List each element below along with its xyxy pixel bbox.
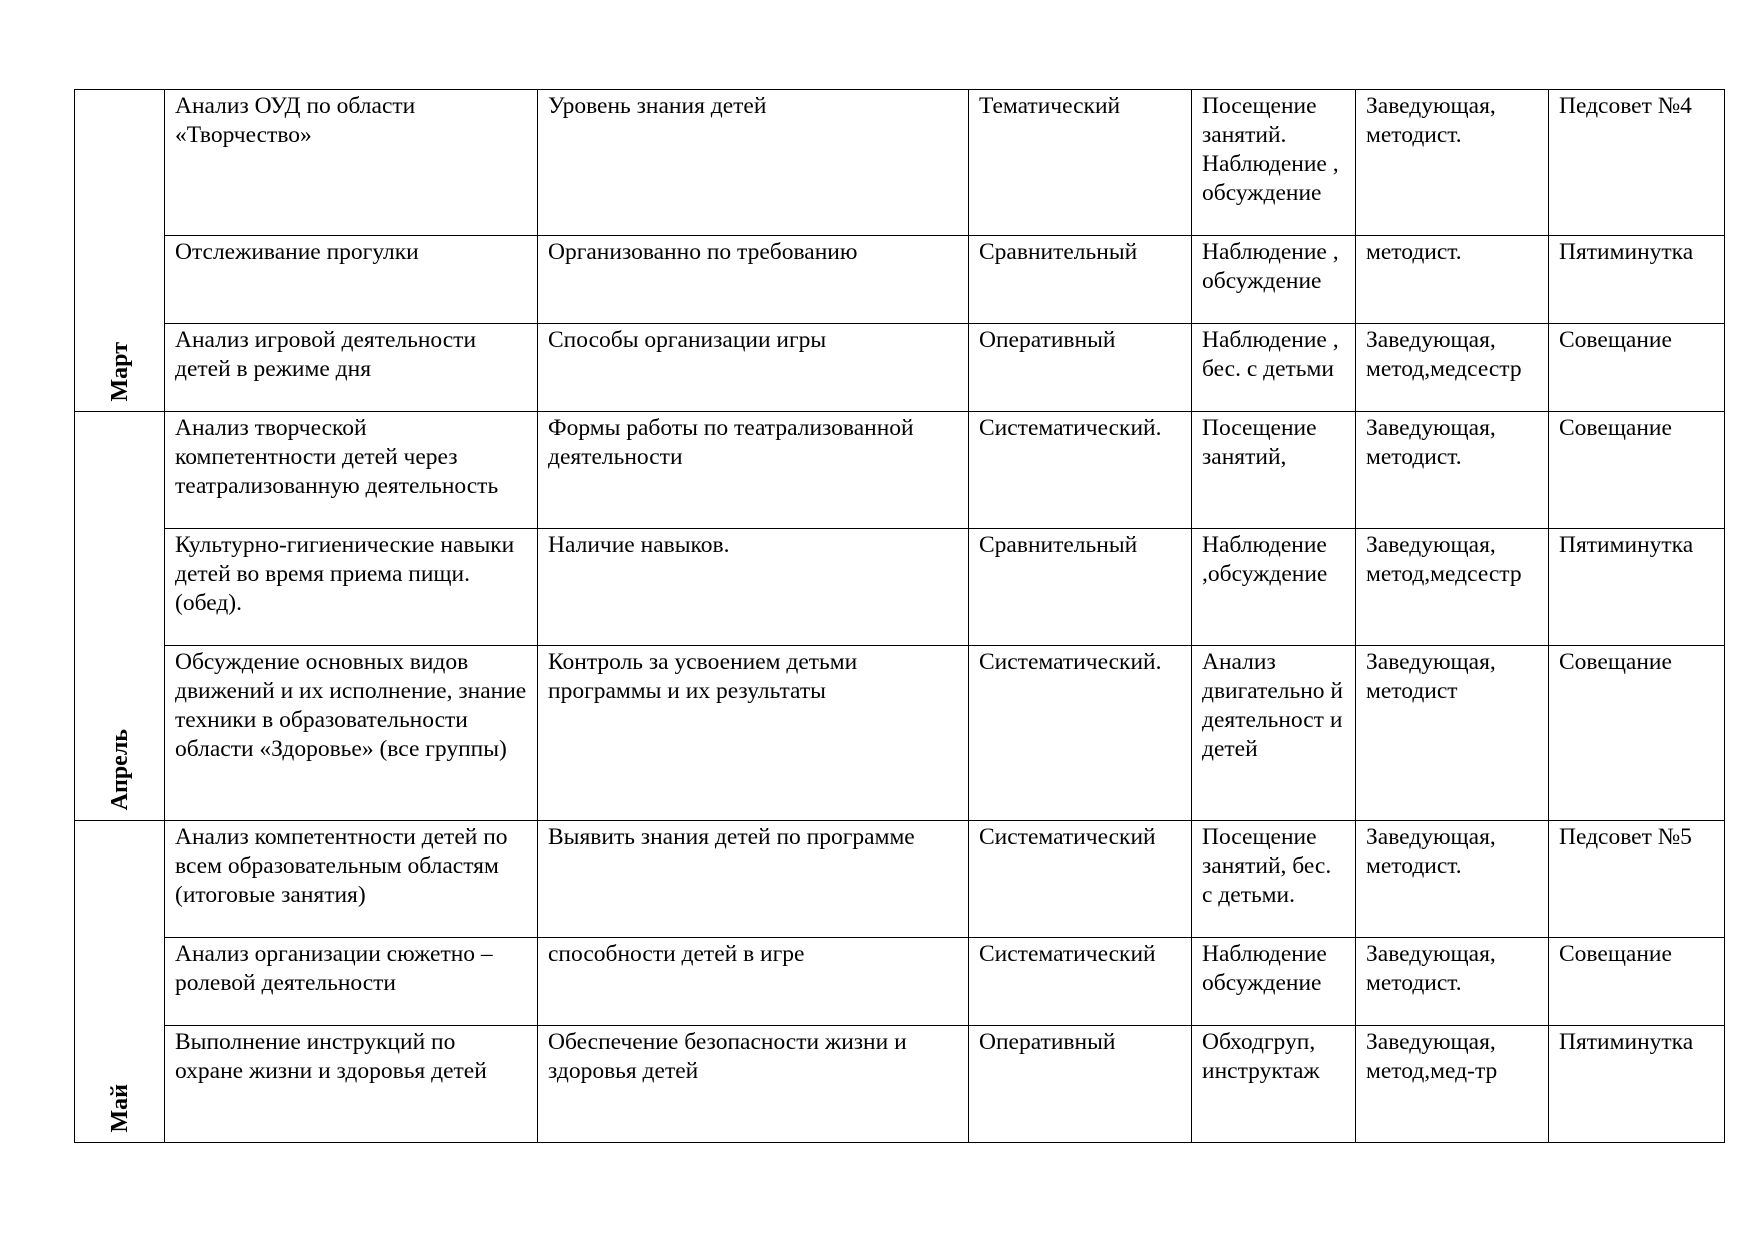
type-cell: Систематический. — [969, 646, 1192, 821]
type-cell: Оперативный — [969, 324, 1192, 412]
methods-cell: Анализ двигательно й деятельност и детей — [1192, 646, 1356, 821]
result-cell: Совещание — [1549, 646, 1725, 821]
responsible-cell: Заведующая, методист. — [1356, 412, 1549, 529]
topic-cell: Анализ организации сюжетно – ролевой деятельности — [165, 938, 538, 1026]
methods-cell: Посещение занятий. Наблюдение , обсуждение — [1192, 90, 1356, 236]
type-cell: Тематический — [969, 90, 1192, 236]
table-row — [75, 938, 1725, 1026]
table-row — [75, 1026, 1725, 1143]
type-cell: Сравнительный — [969, 529, 1192, 646]
methods-cell: Обходгруп, инструктаж — [1192, 1026, 1356, 1143]
result-cell: Педсовет №5 — [1549, 821, 1725, 938]
topic-cell: Анализ творческой компетентности детей через театрализованную деятельность — [165, 412, 538, 529]
month-cell-april — [75, 412, 165, 821]
table-row — [75, 821, 1725, 938]
methods-cell: Наблюдение , бес. с детьми — [1192, 324, 1356, 412]
type-cell: Систематический. — [969, 412, 1192, 529]
topic-cell: Культурно-гигиенические навыки детей во время приема пищи. (обед). — [165, 529, 538, 646]
goal-cell: Способы организации игры — [538, 324, 969, 412]
result-cell: Пятиминутка — [1549, 236, 1725, 324]
responsible-cell: Заведующая, метод,мед-тр — [1356, 1026, 1549, 1143]
table-row — [75, 324, 1725, 412]
goal-cell: Выявить знания детей по программе — [538, 821, 969, 938]
result-cell: Совещание — [1549, 324, 1725, 412]
result-cell: Пятиминутка — [1549, 529, 1725, 646]
responsible-cell: Заведующая, методист. — [1356, 938, 1549, 1026]
result-cell: Совещание — [1549, 938, 1725, 1026]
month-label: Март — [106, 341, 133, 401]
goal-cell: Организованно по требованию — [538, 236, 969, 324]
goal-cell: Уровень знания детей — [538, 90, 969, 236]
type-cell: Сравнительный — [969, 236, 1192, 324]
result-cell: Педсовет №4 — [1549, 90, 1725, 236]
responsible-cell: Заведующая, методист. — [1356, 90, 1549, 236]
goal-cell: Обеспечение безопасности жизни и здоровья детей — [538, 1026, 969, 1143]
goal-cell: Наличие навыков. — [538, 529, 969, 646]
month-cell-may — [75, 821, 165, 1143]
month-cell-march — [75, 90, 165, 412]
table-row — [75, 646, 1725, 821]
topic-cell: Анализ игровой деятельности детей в режиме дня — [165, 324, 538, 412]
topic-cell: Анализ компетентности детей по всем образовательным областям (итоговые занятия) — [165, 821, 538, 938]
control-plan-table — [74, 89, 1725, 1143]
month-label: Апрель — [106, 728, 133, 810]
type-cell: Оперативный — [969, 1026, 1192, 1143]
topic-cell: Выполнение инструкций по охране жизни и здоровья детей — [165, 1026, 538, 1143]
methods-cell: Наблюдение ,обсуждение — [1192, 529, 1356, 646]
table-row — [75, 529, 1725, 646]
type-cell: Систематический — [969, 938, 1192, 1026]
responsible-cell: Заведующая, метод,медсестр — [1356, 324, 1549, 412]
goal-cell: Контроль за усвоением детьми программы и их результаты — [538, 646, 969, 821]
methods-cell: Посещение занятий, бес. с детьми. — [1192, 821, 1356, 938]
goal-cell: Формы работы по театрализованной деятельности — [538, 412, 969, 529]
responsible-cell: Заведующая, методист. — [1356, 821, 1549, 938]
responsible-cell: Заведующая, метод,медсестр — [1356, 529, 1549, 646]
result-cell: Совещание — [1549, 412, 1725, 529]
result-cell: Пятиминутка — [1549, 1026, 1725, 1143]
responsible-cell: методист. — [1356, 236, 1549, 324]
methods-cell: Наблюдение , обсуждение — [1192, 236, 1356, 324]
methods-cell: Посещение занятий, — [1192, 412, 1356, 529]
month-label: Май — [106, 1083, 133, 1132]
table-row — [75, 90, 1725, 236]
goal-cell: способности детей в игре — [538, 938, 969, 1026]
table-row — [75, 412, 1725, 529]
table-row — [75, 236, 1725, 324]
responsible-cell: Заведующая, методист — [1356, 646, 1549, 821]
topic-cell: Отслеживание прогулки — [165, 236, 538, 324]
methods-cell: Наблюдение обсуждение — [1192, 938, 1356, 1026]
topic-cell: Анализ ОУД по области «Творчество» — [165, 90, 538, 236]
topic-cell: Обсуждение основных видов движений и их исполнение, знание техники в образовательности области «Здоровье» (все группы) — [165, 646, 538, 821]
type-cell: Систематический — [969, 821, 1192, 938]
